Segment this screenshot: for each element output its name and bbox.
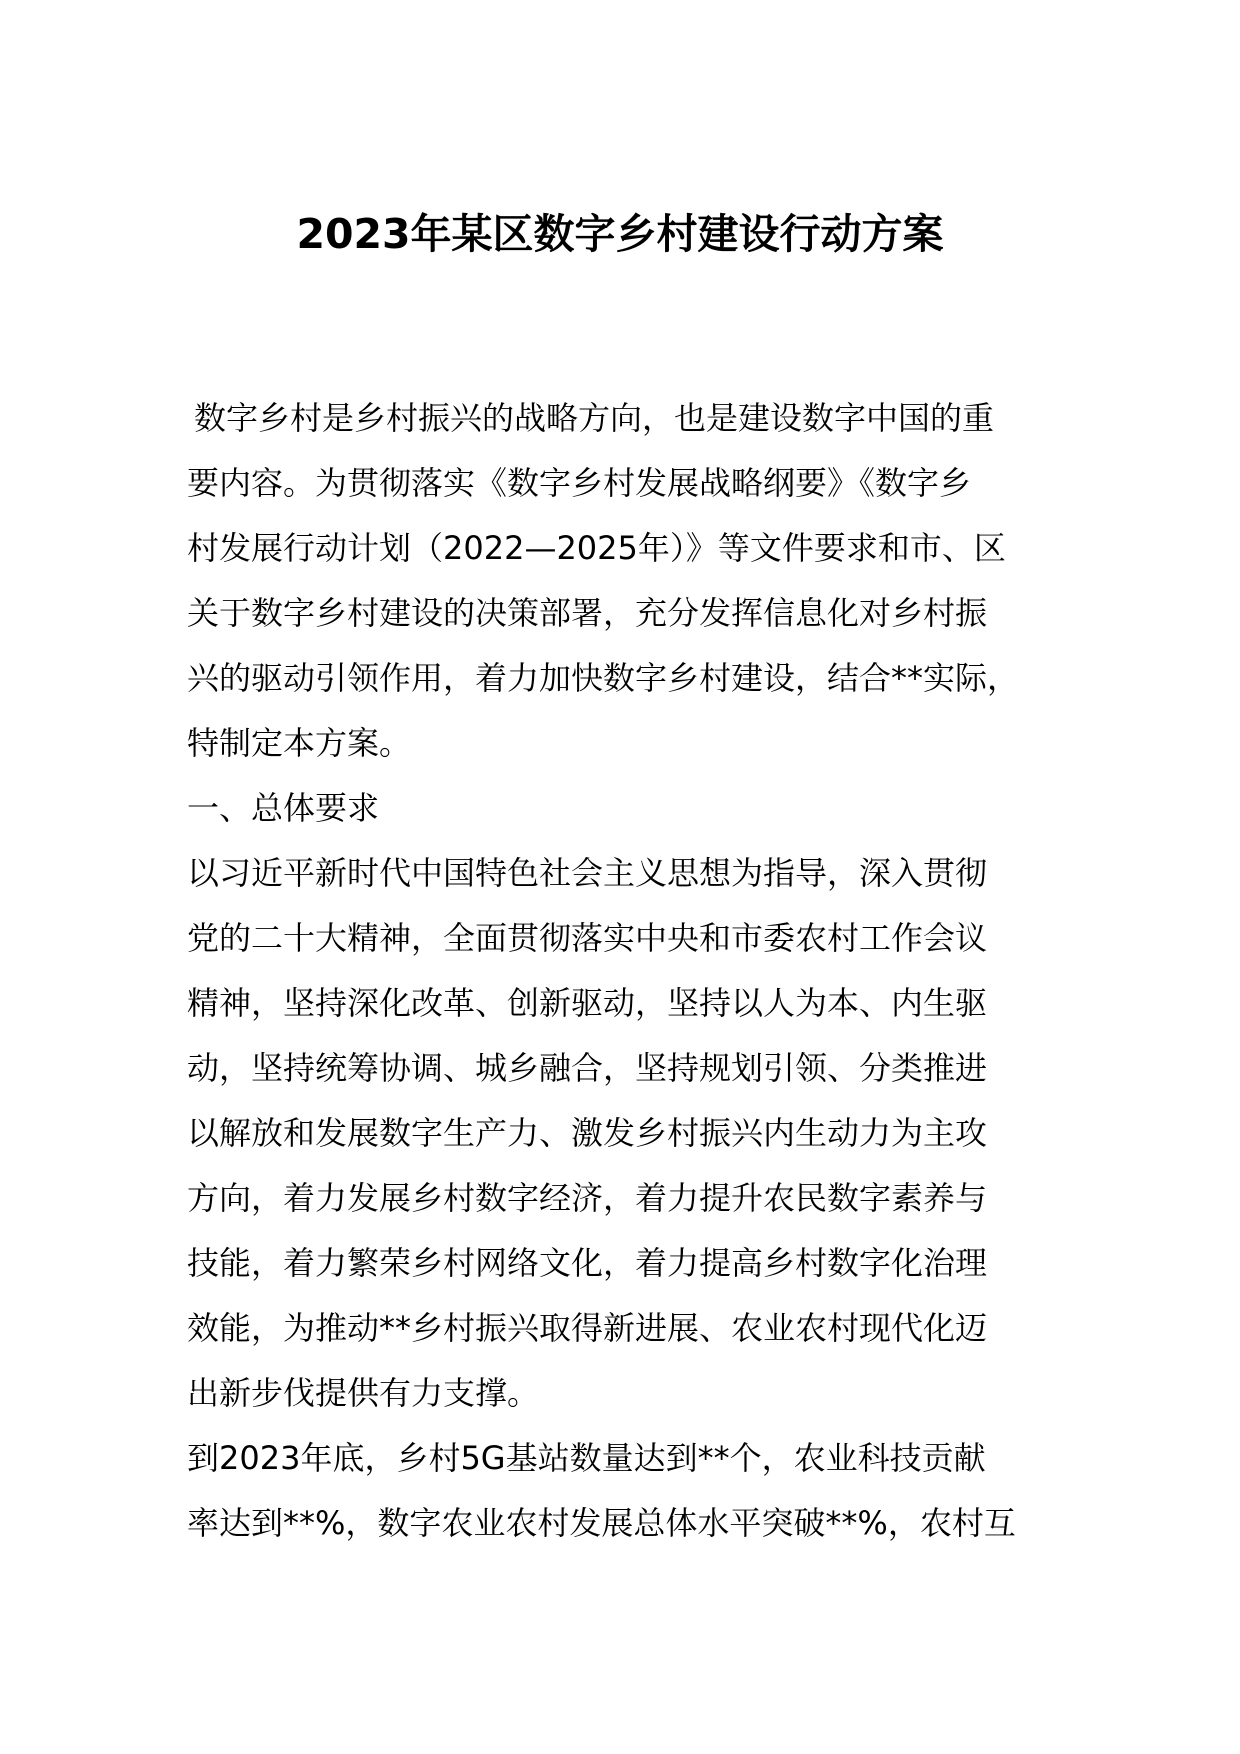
body-line: 到2023年底，乡村5G基站数量达到**个，农业科技贡献 [187,1439,986,1477]
document-title: 2023年某区数字乡村建设行动方案 [296,210,944,258]
body-line: 率达到**%，数字农业农村发展总体水平突破**%，农村互 [187,1504,1016,1542]
document-body [187,386,1087,1556]
body-line: 关于数字乡村建设的决策部署，充分发挥信息化对乡村振 [187,594,988,632]
body-line: 数字乡村是乡村振兴的战略方向，也是建设数字中国的重 [194,399,995,437]
body-line: 兴的驱动引领作用，着力加快数字乡村建设，结合**实际， [187,659,1020,697]
body-line: 精神，坚持深化改革、创新驱动，坚持以人为本、内生驱 [187,984,988,1022]
body-line: 党的二十大精神，全面贯彻落实中央和市委农村工作会议 [187,919,988,957]
section-heading: 一、总体要求 [187,789,380,827]
body-line: 要内容。为贯彻落实《数字乡村发展战略纲要》《数字乡 [187,464,972,502]
body-line: 特制定本方案。 [187,724,412,762]
body-line: 以习近平新时代中国特色社会主义思想为指导，深入贯彻 [187,854,988,892]
body-line: 出新步伐提供有力支撑。 [187,1374,540,1412]
body-line: 动，坚持统筹协调、城乡融合，坚持规划引领、分类推进 [187,1049,988,1087]
body-line: 方向，着力发展乡村数字经济，着力提升农民数字素养与 [187,1179,988,1217]
body-line: 村发展行动计划（2022—2025年）》等文件要求和市、区 [187,529,1006,567]
body-line: 以解放和发展数字生产力、激发乡村振兴内生动力为主攻 [187,1114,988,1152]
body-line: 效能，为推动**乡村振兴取得新进展、农业农村现代化迈 [187,1309,988,1347]
body-line: 技能，着力繁荣乡村网络文化，着力提高乡村数字化治理 [187,1244,988,1282]
